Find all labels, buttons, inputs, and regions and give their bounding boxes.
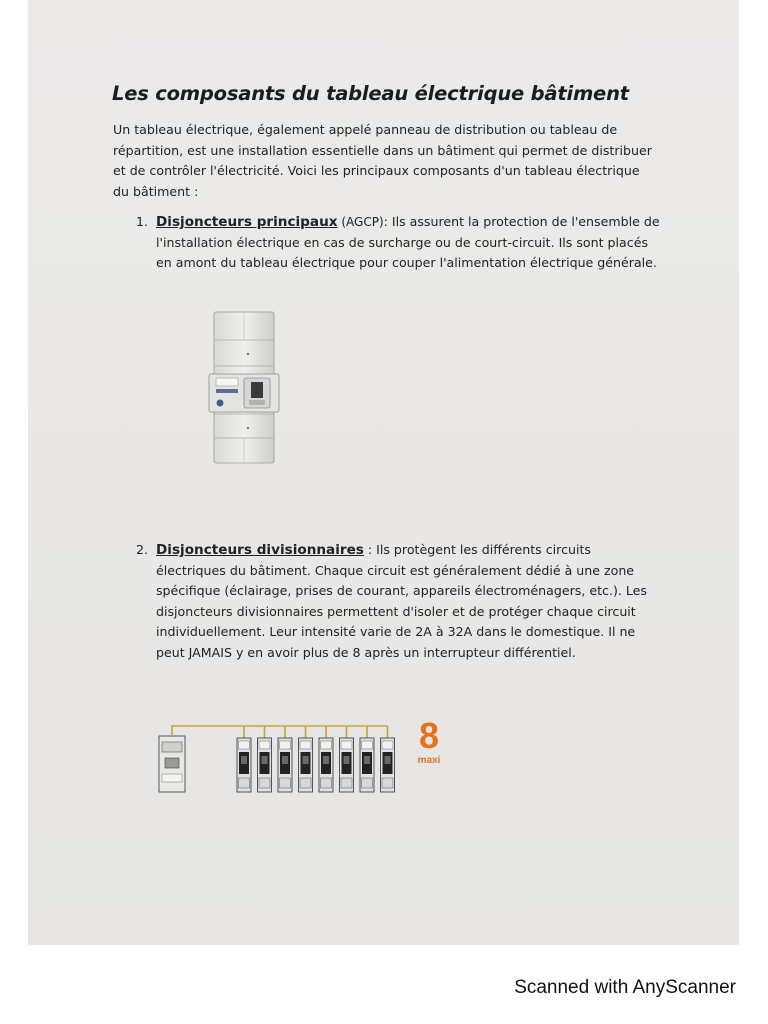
max-label: maxi: [417, 755, 441, 766]
breaker-diagram: [155, 715, 445, 798]
branch-breakers-group: [237, 738, 395, 792]
branch-breaker-icon: [360, 738, 374, 792]
feed-wire: [172, 726, 388, 736]
list-item-number: 1.: [136, 214, 149, 229]
list-item-branch-breakers: [136, 540, 661, 664]
item-title-branch-breakers: Disjoncteurs divisionnaires: [156, 542, 364, 558]
differential-switch-icon: [159, 736, 185, 792]
scanner-credit: Scanned with AnyScanner: [514, 977, 736, 998]
item-title-main-breakers: Disjoncteurs principaux: [156, 214, 338, 230]
intro-paragraph: Un tableau électrique, également appelé panneau de distribution ou tableau de répartition, est une installation essentielle dans un bâtiment qui permet de distribuer et de contrôler l'électricité. Voici les principaux composants d'un tableau électrique du bâtiment :: [113, 122, 652, 199]
list-item-number: 2.: [136, 542, 149, 557]
main-breaker-image: [208, 310, 280, 465]
branch-breaker-icon: [381, 738, 395, 792]
branch-breaker-icon: [299, 738, 313, 792]
branch-breaker-icon: [258, 738, 272, 792]
page-title: Les composants du tableau électrique bâtiment: [112, 82, 629, 105]
branch-breaker-icon: [340, 738, 354, 792]
item-description: : Ils protègent les différents circuits électriques du bâtiment. Chaque circuit est généralement dédié à une zone spécifique (éclairage, prises de courant, appareils électroménagers, etc.). Les disjoncteurs divisionnaires permettent d'isoler et de protéger chaque circuit individuellement. Leur intensité varie de 2A à 32A dans le domestique. Il ne peut JAMAIS y en avoir plus de 8 après un interrupteur différentiel.: [156, 542, 647, 660]
feed-lines: [172, 726, 388, 738]
list-item-body: [156, 212, 661, 274]
branch-breaker-icon: [278, 738, 292, 792]
item-description: : Ils assurent la protection de l'ensemble de l'installation électrique en cas de surcharge ou de court-circuit. Ils sont placés en amont du tableau électrique pour couper l'alimentation électrique générale.: [156, 214, 660, 271]
item-abbreviation: (AGCP): [337, 215, 384, 229]
list-item-body: [156, 540, 661, 664]
list-item-main-breakers: [136, 212, 661, 274]
branch-breaker-icon: [319, 738, 333, 792]
branch-breaker-icon: [237, 738, 251, 792]
max-breaker-count: 8: [418, 715, 440, 756]
